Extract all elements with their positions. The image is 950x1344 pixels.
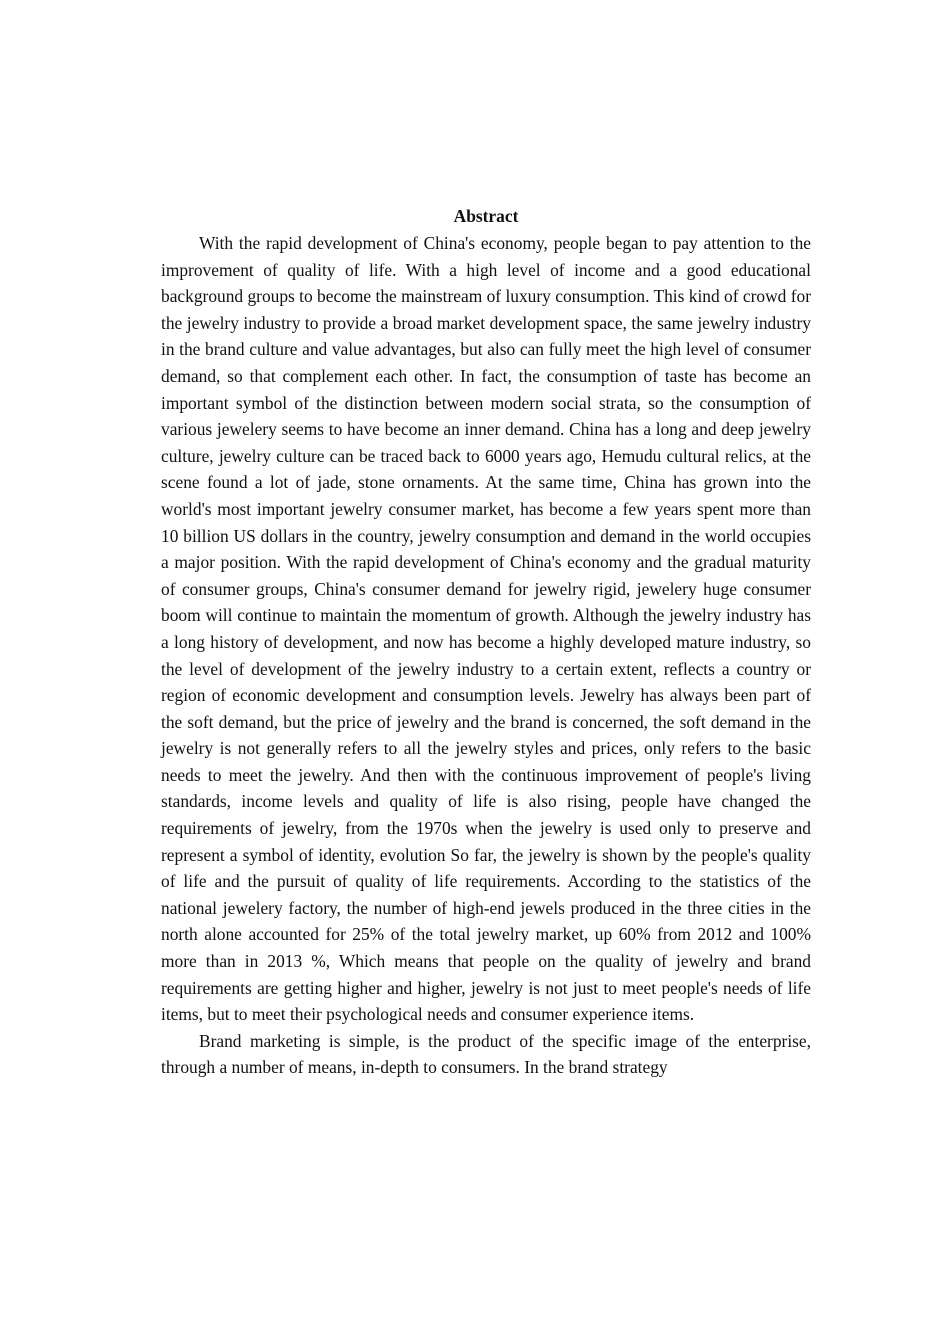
abstract-paragraph: Brand marketing is simple, is the product of the specific image of the enterprise, through a number of means, in-depth to consumers. In the brand strategy <box>161 1030 811 1078</box>
abstract-section <box>161 203 811 1081</box>
abstract-paragraph: With the rapid development of China's economy, people began to pay attention to the improvement of quality of life. With a high level of income and a good educational background groups to become the mainstream of luxury consumption. This kind of crowd for the jewelry industry to provide a broad market development space, the same jewelry industry in the brand culture and value advantages, but also can fully meet the high level of consumer demand, so that complement each other. In fact, the consumption of taste has become an important symbol of the distinction between modern social strata, so the consumption of various jewelery seems to have become an inner demand. China has a long and deep jewelry culture, jewelry culture can be traced back to 6000 years ago, Hemudu cultural relics, at the scene found a lot of jade, stone ornaments. At the same time, China has grown into the world's most important jewelry consumer market, has become a few years spent more than 10 billion US dollars in the country, jewelry consumption and demand in the world occupies a major position. With the rapid development of China's economy and the gradual maturity of consumer groups, China's consumer demand for jewelry rigid, jewelery huge consumer boom will continue to maintain the momentum of growth. Although the jewelry industry has a long history of development, and now has become a highly developed mature industry, so the level of development of the jewelry industry to a certain extent, reflects a country or region of economic development and consumption levels. Jewelry has always been part of the soft demand, but the price of jewelry and the brand is concerned, the soft demand in the jewelry is not generally refers to all the jewelry styles and prices, only refers to the basic needs to meet the jewelry. And then with the continuous improvement of people's living standards, income levels and quality of life is also rising, people have changed the requirements of jewelry, from the 1970s when the jewelry is used only to preserve and represent a symbol of identity, evolution So far, the jewelry is shown by the people's quality of life and the pursuit of quality of life requirements. According to the statistics of the national jewelery factory, the number of high-end jewels produced in the three cities in the north alone accounted for 25% of the total jewelry market, up 60% from 2012 and 100% more than in 2013 %, Which means that people on the quality of jewelry and brand requirements are getting higher and higher, jewelry is not just to meet people's needs of life items, but to meet their psychological needs and consumer experience items. <box>161 233 811 1025</box>
abstract-heading: Abstract <box>453 206 519 226</box>
